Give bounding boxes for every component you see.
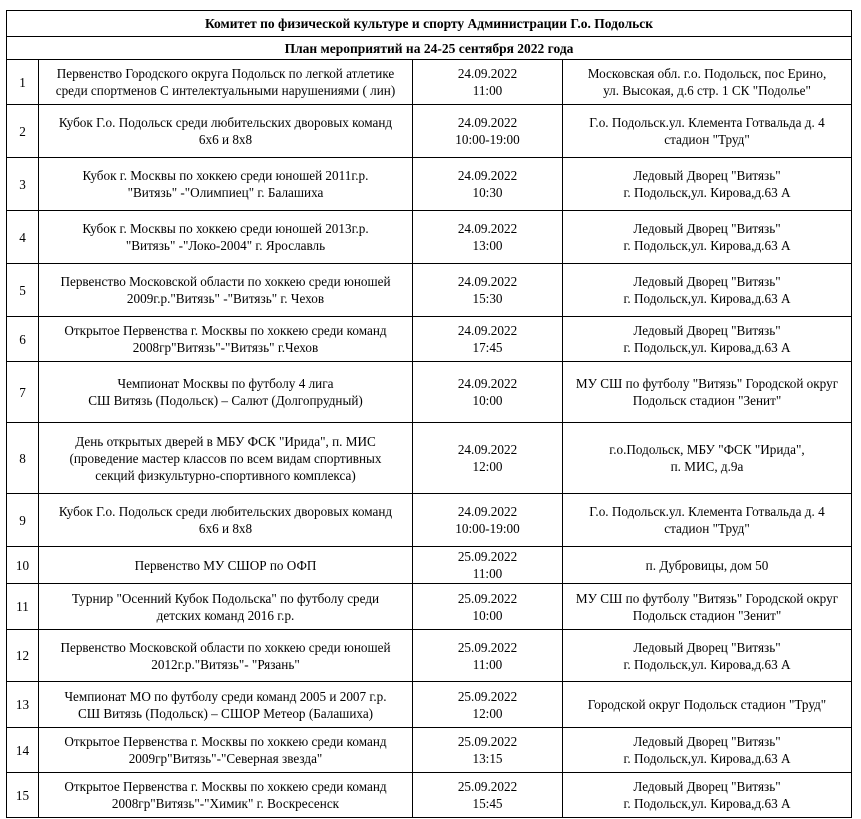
row-number: 1 <box>7 60 39 105</box>
event-title: Кубок г. Москвы по хоккею среди юношей 2013г.р. "Витязь" -"Локо-2004" г. Ярославль <box>39 211 413 264</box>
event-datetime <box>413 494 563 547</box>
row-number: 9 <box>7 494 39 547</box>
org-title: Комитет по физической культуре и спорту Администрации Г.о. Подольск <box>7 11 852 37</box>
row-number: 7 <box>7 362 39 423</box>
event-place: Ледовый Дворец "Витязь" г. Подольск,ул. Кирова,д.63 А <box>563 264 852 317</box>
event-place: г.о.Подольск, МБУ "ФСК "Ирида", п. МИС, д.9а <box>563 423 852 494</box>
event-date: 25.09.2022 <box>457 590 518 606</box>
event-datetime <box>413 264 563 317</box>
row-number: 3 <box>7 158 39 211</box>
event-title: Первенство Городского округа Подольск по легкой атлетике среди спортменов С интелектуальными нарушениями ( лин) <box>39 60 413 105</box>
table-row <box>7 211 852 264</box>
event-time: 11:00 <box>472 83 503 98</box>
event-time: 10:00 <box>472 607 503 623</box>
event-datetime <box>413 211 563 264</box>
event-place: Г.о. Подольск.ул. Клемента Готвальда д. 4 стадион "Труд" <box>563 494 852 547</box>
table-row <box>7 584 852 630</box>
event-title: Чемпионат Москвы по футболу 4 лига СШ Витязь (Подольск) – Салют (Долгопрудный) <box>39 362 413 423</box>
table-row <box>7 547 852 584</box>
event-time: 15:45 <box>472 796 503 811</box>
table-row <box>7 423 852 494</box>
row-number: 5 <box>7 264 39 317</box>
event-datetime <box>413 317 563 362</box>
event-date: 25.09.2022 <box>457 639 518 655</box>
event-time: 12:00 <box>472 705 503 721</box>
event-place: Ледовый Дворец "Витязь" г. Подольск,ул. Кирова,д.63 А <box>563 630 852 682</box>
event-datetime <box>413 362 563 423</box>
event-time: 17:45 <box>472 340 503 355</box>
event-time: 11:00 <box>472 566 503 581</box>
table-row <box>7 317 852 362</box>
event-title: Открытое Первенства г. Москвы по хоккею среди команд 2008гр"Витязь"-"Химик" г. Воскресенск <box>39 773 413 818</box>
event-date: 24.09.2022 <box>457 376 518 391</box>
event-title: Первенство МУ СШОР по ОФП <box>39 547 413 584</box>
event-place: Московская обл. г.о. Подольск, пос Ерино, ул. Высокая, д.6 стр. 1 СК "Подолье" <box>563 60 852 105</box>
event-datetime <box>413 60 563 105</box>
event-date: 24.09.2022 <box>457 168 518 183</box>
event-place: Ледовый Дворец "Витязь" г. Подольск,ул. Кирова,д.63 А <box>563 773 852 818</box>
row-number: 14 <box>7 728 39 773</box>
event-date: 25.09.2022 <box>457 688 518 704</box>
event-datetime <box>413 547 563 584</box>
event-title: Кубок Г.о. Подольск среди любительских дворовых команд 6х6 и 8х8 <box>39 105 413 158</box>
event-place: Ледовый Дворец "Витязь" г. Подольск,ул. Кирова,д.63 А <box>563 317 852 362</box>
row-number: 11 <box>7 584 39 630</box>
event-title: Открытое Первенства г. Москвы по хоккею среди команд 2009гр"Витязь"-"Северная звезда" <box>39 728 413 773</box>
events-sheet <box>6 10 851 818</box>
event-title: Первенство Московской области по хоккею среди юношей 2009г.р."Витязь" -"Витязь" г. Чехов <box>39 264 413 317</box>
table-row <box>7 362 852 423</box>
table-row <box>7 630 852 682</box>
row-number: 12 <box>7 630 39 682</box>
event-place: Городской округ Подольск стадион "Труд" <box>563 682 852 728</box>
event-datetime <box>413 773 563 818</box>
event-place: п. Дубровицы, дом 50 <box>563 547 852 584</box>
event-time: 10:00-19:00 <box>455 132 520 147</box>
event-date: 24.09.2022 <box>457 323 518 338</box>
event-place: Ледовый Дворец "Витязь" г. Подольск,ул. Кирова,д.63 А <box>563 211 852 264</box>
event-title: Чемпионат МО по футболу среди команд 2005 и 2007 г.р. СШ Витязь (Подольск) – СШОР Метеор (Балашиха) <box>39 682 413 728</box>
event-date: 24.09.2022 <box>457 66 518 81</box>
table-row <box>7 728 852 773</box>
event-title: День открытых дверей в МБУ ФСК "Ирида", п. МИС (проведение мастер классов по всем видам спортивных секций физкультурно-спортивного комплекса) <box>39 423 413 494</box>
event-date: 24.09.2022 <box>457 504 518 519</box>
event-time: 12:00 <box>472 459 503 474</box>
event-datetime <box>413 682 563 728</box>
row-number: 6 <box>7 317 39 362</box>
table-row <box>7 494 852 547</box>
row-number: 4 <box>7 211 39 264</box>
header-org-row <box>7 11 852 37</box>
event-place: МУ СШ по футболу "Витязь" Городской округ Подольск стадион "Зенит" <box>563 362 852 423</box>
event-date: 24.09.2022 <box>457 442 518 457</box>
event-title: Первенство Московской области по хоккею среди юношей 2012г.р."Витязь"- "Рязань" <box>39 630 413 682</box>
table-row <box>7 682 852 728</box>
event-time: 10:00 <box>472 393 503 408</box>
event-date: 25.09.2022 <box>457 549 518 564</box>
event-place: Г.о. Подольск.ул. Клемента Готвальда д. 4 стадион "Труд" <box>563 105 852 158</box>
table-row <box>7 773 852 818</box>
event-title: Турнир "Осенний Кубок Подольска" по футболу среди детских команд 2016 г.р. <box>39 584 413 630</box>
plan-title: План мероприятий на 24-25 сентября 2022 года <box>7 37 852 60</box>
table-row <box>7 60 852 105</box>
row-number: 10 <box>7 547 39 584</box>
table-row <box>7 105 852 158</box>
event-datetime <box>413 630 563 682</box>
event-datetime <box>413 728 563 773</box>
event-place: МУ СШ по футболу "Витязь" Городской округ Подольск стадион "Зенит" <box>563 584 852 630</box>
event-date: 24.09.2022 <box>457 221 518 236</box>
event-place: Ледовый Дворец "Витязь" г. Подольск,ул. Кирова,д.63 А <box>563 158 852 211</box>
event-date: 25.09.2022 <box>457 734 518 749</box>
row-number: 15 <box>7 773 39 818</box>
event-time: 15:30 <box>472 291 503 306</box>
events-table <box>6 10 852 818</box>
event-date: 24.09.2022 <box>457 115 518 130</box>
event-time: 13:15 <box>472 751 503 766</box>
table-row <box>7 158 852 211</box>
event-datetime <box>413 423 563 494</box>
header-plan-row <box>7 37 852 60</box>
event-datetime <box>413 584 563 630</box>
event-date: 24.09.2022 <box>457 274 518 289</box>
event-time: 10:00-19:00 <box>455 521 520 536</box>
event-title: Кубок Г.о. Подольск среди любительских дворовых команд 6х6 и 8х8 <box>39 494 413 547</box>
event-time: 11:00 <box>472 656 503 672</box>
event-time: 10:30 <box>472 185 503 200</box>
event-time: 13:00 <box>472 238 503 253</box>
event-datetime <box>413 105 563 158</box>
row-number: 8 <box>7 423 39 494</box>
row-number: 13 <box>7 682 39 728</box>
row-number: 2 <box>7 105 39 158</box>
table-row <box>7 264 852 317</box>
event-datetime <box>413 158 563 211</box>
event-title: Кубок г. Москвы по хоккею среди юношей 2011г.р. "Витязь" -"Олимпиец" г. Балашиха <box>39 158 413 211</box>
event-title: Открытое Первенства г. Москвы по хоккею среди команд 2008гр"Витязь"-"Витязь" г.Чехов <box>39 317 413 362</box>
event-date: 25.09.2022 <box>457 779 518 794</box>
event-place: Ледовый Дворец "Витязь" г. Подольск,ул. Кирова,д.63 А <box>563 728 852 773</box>
